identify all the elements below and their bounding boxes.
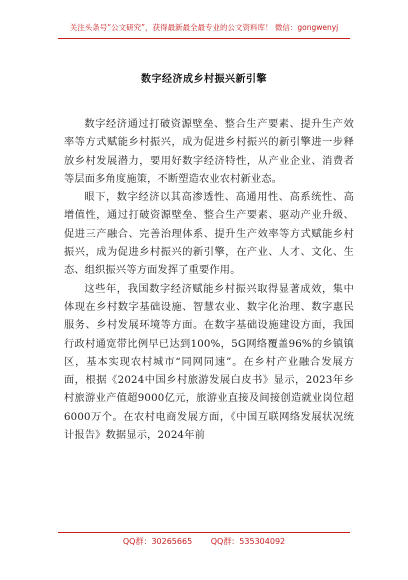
document-title: 数字经济成乡村振兴新引擎 [141,74,267,85]
footer-qq-group-2: QQ群：535304092 [210,537,286,546]
paragraph-1: 数字经济通过打破资源壁垒、整合生产要素、提升生产效率等方式赋能乡村振兴，成为促进乡村振兴的新引擎进一步释放乡村发展潜力，要用好数字经济特性，从产业企业、消费者等层面多角度施策，不断塑造农业农村新业态。 [64,119,354,185]
header-banner: 关注头条号“公文研究”，获得最新最全最专业的公文资料库！ 微信：gongwenyj [69,23,339,32]
footer [0,536,408,547]
paragraph-3: 这些年，我国数字经济赋能乡村振兴取得显著成效，集中体现在乡村数字基础设施、智慧农业、数字化治理、数字惠民服务、乡村发展环境等方面。在数字基础设施建设方面，我国行政村通宽带比例早已达到100%，5G网络覆盖96%的乡镇镇区，基本实现农村城市“同网同速”。在乡村产业融合发展方面，根据《2024中国乡村旅游发展白皮书》显示，2023年乡村旅游业产值超9000亿元，旅游业直接及间接创造就业岗位超6000万个。在农村电商发展方面，《中国互联网络发展状况统计报告》数据显示，2024年前 [64,283,354,442]
paragraph-2: 眼下，数字经济以其高渗透性、高通用性、高系统性、高增值性，通过打破资源壁垒、整合生产要素、驱动产业升级、促进三产融合、完善治理体系、提升生产效率等方式赋能乡村振兴，成为促进乡村振兴的新引擎，在产业、人才、文化、生态、组织振兴等方面发挥了重要作用。 [64,192,354,277]
document-body [64,116,354,445]
header-divider [58,38,350,39]
footer-qq-group-1: QQ群：30265665 [122,537,193,546]
footer-divider [58,532,350,533]
